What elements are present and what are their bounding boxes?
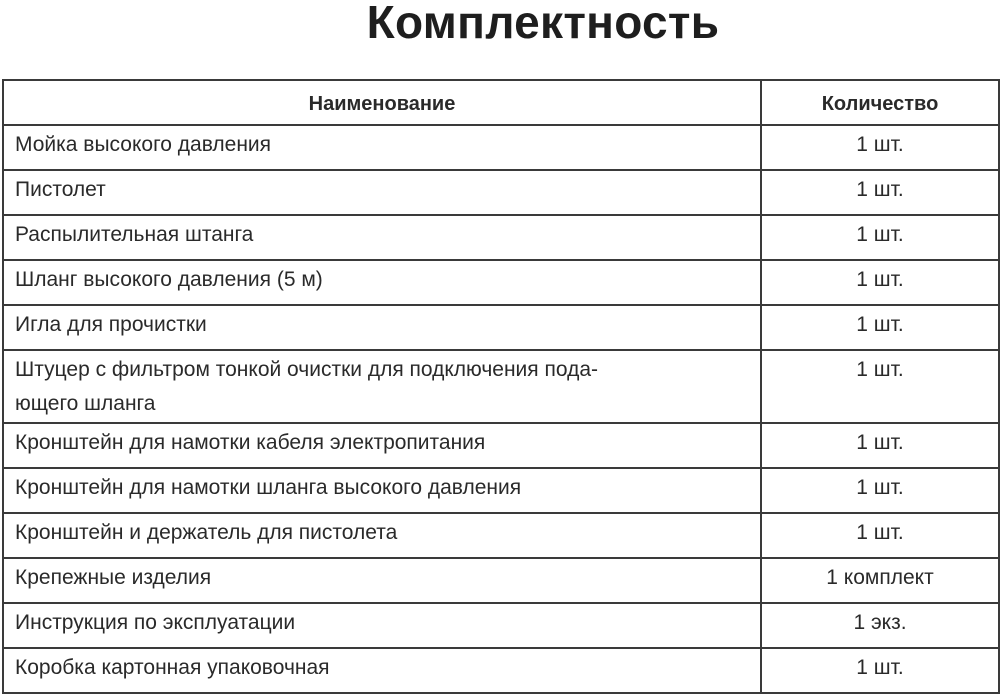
item-name: Кронштейн для намотки шланга высокого давления xyxy=(3,468,761,513)
item-quantity: 1 шт. xyxy=(761,305,999,350)
item-name: Шланг высокого давления (5 м) xyxy=(3,260,761,305)
item-quantity: 1 шт. xyxy=(761,170,999,215)
kit-contents-table xyxy=(2,79,1000,694)
table-row xyxy=(3,350,999,423)
table-row xyxy=(3,125,999,170)
item-quantity: 1 шт. xyxy=(761,350,999,423)
item-quantity: 1 шт. xyxy=(761,215,999,260)
item-name: Мойка высокого давления xyxy=(3,125,761,170)
item-name-line-1: Штуцер с фильтром тонкой очистки для подключения пода- xyxy=(15,358,599,381)
page-title: Комплектность xyxy=(366,0,720,48)
item-quantity: 1 комплект xyxy=(761,558,999,603)
table-row xyxy=(3,423,999,468)
column-header-name: Наименование xyxy=(3,80,761,125)
item-name: Распылительная штанга xyxy=(3,215,761,260)
item-name: Кронштейн для намотки кабеля электропитания xyxy=(3,423,761,468)
column-header-quantity: Количество xyxy=(761,80,999,125)
item-name: Инструкция по эксплуатации xyxy=(3,603,761,648)
item-quantity: 1 шт. xyxy=(761,260,999,305)
table-row xyxy=(3,305,999,350)
item-name: Крепежные изделия xyxy=(3,558,761,603)
item-name xyxy=(3,350,761,423)
item-name-line-2: ющего шланга xyxy=(15,392,156,415)
table-row xyxy=(3,468,999,513)
table-row xyxy=(3,215,999,260)
item-quantity: 1 шт. xyxy=(761,423,999,468)
item-name: Игла для прочистки xyxy=(3,305,761,350)
table-row xyxy=(3,260,999,305)
table-row xyxy=(3,558,999,603)
table-row xyxy=(3,513,999,558)
item-quantity: 1 шт. xyxy=(761,513,999,558)
item-name: Коробка картонная упаковочная xyxy=(3,648,761,693)
item-name: Кронштейн и держатель для пистолета xyxy=(3,513,761,558)
table-row xyxy=(3,603,999,648)
table-row xyxy=(3,648,999,693)
item-quantity: 1 шт. xyxy=(761,468,999,513)
item-quantity: 1 шт. xyxy=(761,648,999,693)
table-row xyxy=(3,170,999,215)
item-name: Пистолет xyxy=(3,170,761,215)
table-header-row xyxy=(3,80,999,125)
item-quantity: 1 экз. xyxy=(761,603,999,648)
item-quantity: 1 шт. xyxy=(761,125,999,170)
